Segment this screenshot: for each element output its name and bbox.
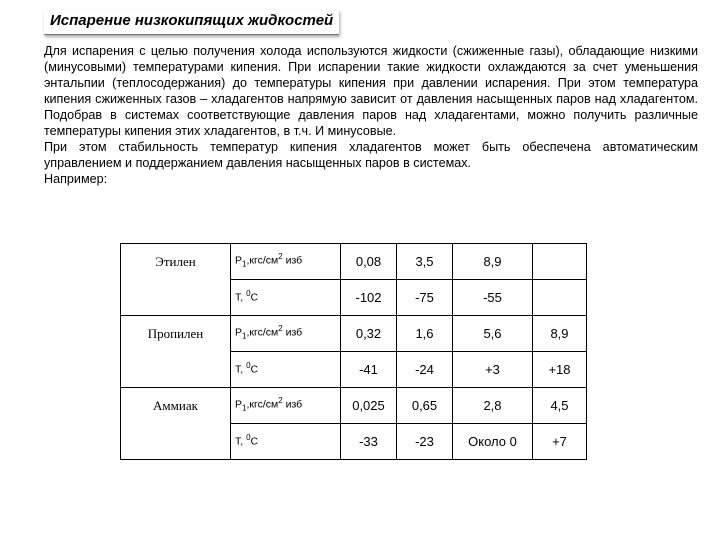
body-text — [44, 43, 698, 187]
pressure-value: 2,8 — [453, 388, 533, 424]
pressure-value: 0,025 — [341, 388, 397, 424]
pressure-value: 1,6 — [397, 316, 453, 352]
pressure-label-part: 2 — [278, 324, 283, 333]
temperature-value: -55 — [453, 280, 533, 316]
temperature-value: -23 — [397, 424, 453, 460]
pressure-value: 4,5 — [533, 388, 587, 424]
pressure-label-part: изб — [282, 254, 303, 267]
section-title: Испарение низкокипящих жидкостей — [44, 10, 339, 35]
pressure-label-part: ,кгс/см — [246, 254, 279, 267]
pressure-label-part: 2 — [278, 252, 283, 261]
pressure-value: 8,9 — [533, 316, 587, 352]
temperature-label-part: 0 — [246, 433, 251, 442]
temperature-value: -33 — [341, 424, 397, 460]
temperature-label — [231, 352, 341, 388]
temperature-label — [231, 280, 341, 316]
temperature-value: -24 — [397, 352, 453, 388]
pressure-label-part: P — [235, 254, 243, 267]
table-row — [121, 244, 587, 280]
temperature-value: Около 0 — [453, 424, 533, 460]
temperature-label-part: T, — [235, 291, 247, 304]
table-row — [121, 388, 587, 424]
temperature-value: +3 — [453, 352, 533, 388]
paragraph-intro: Для испарения с целью получения холода используются жидкости (сжиженные газы), обладающие низкими (минусовыми) температурами кипения. При испарении такие жидкости охлаждаются за счет уменьшения энтальпии (теплосодержания) до температуры кипения при давлении испарения. При этом температура кипения сжиженных газов – хладагентов напрямую зависит от давления насыщенных паров над хладагентом. Подобрав в системах соответствующие давления паров над хладагентами, можно получить различные температуры кипения этих хладагентов, в т.ч. И минусовые. — [44, 44, 698, 138]
pressure-label-part: ,кгс/см — [246, 398, 279, 411]
temperature-label-part: С — [250, 291, 259, 304]
pressure-label-part: 1 — [242, 403, 247, 413]
pressure-label — [231, 244, 341, 280]
pressure-value: 8,9 — [453, 244, 533, 280]
pressure-label-part: изб — [282, 326, 303, 339]
table-row — [121, 316, 587, 352]
refrigerant-table — [120, 243, 587, 460]
pressure-value: 0,32 — [341, 316, 397, 352]
pressure-label-part: 2 — [278, 396, 283, 405]
temperature-value: -41 — [341, 352, 397, 388]
temperature-label-part: С — [250, 435, 259, 448]
pressure-label-part: 1 — [242, 259, 247, 269]
paragraph-example: Например: — [44, 172, 108, 186]
temperature-value: +7 — [533, 424, 587, 460]
pressure-label-part: 1 — [242, 331, 247, 341]
pressure-value: 5,6 — [453, 316, 533, 352]
temperature-label-part: 0 — [246, 289, 251, 298]
paragraph-stability: При этом стабильность температур кипения хладагентов может быть обеспечена автоматическим управлением и поддержанием давления насыщенных паров в системах. — [44, 140, 698, 170]
substance-name: Пропилен — [121, 316, 231, 388]
temperature-label-part: 0 — [246, 361, 251, 370]
pressure-value: 0,08 — [341, 244, 397, 280]
pressure-label-part: изб — [282, 398, 303, 411]
temperature-label-part: T, — [235, 363, 247, 376]
temperature-value: -75 — [397, 280, 453, 316]
pressure-value: 0,65 — [397, 388, 453, 424]
pressure-label-part: ,кгс/см — [246, 326, 279, 339]
temperature-label — [231, 424, 341, 460]
temperature-label-part: С — [250, 363, 259, 376]
substance-name: Аммиак — [121, 388, 231, 460]
substance-name: Этилен — [121, 244, 231, 316]
temperature-value: +18 — [533, 352, 587, 388]
temperature-value — [533, 280, 587, 316]
pressure-label — [231, 388, 341, 424]
temperature-value: -102 — [341, 280, 397, 316]
pressure-label — [231, 316, 341, 352]
pressure-value — [533, 244, 587, 280]
pressure-label-part: P — [235, 398, 243, 411]
temperature-label-part: T, — [235, 435, 247, 448]
pressure-label-part: P — [235, 326, 243, 339]
pressure-value: 3,5 — [397, 244, 453, 280]
